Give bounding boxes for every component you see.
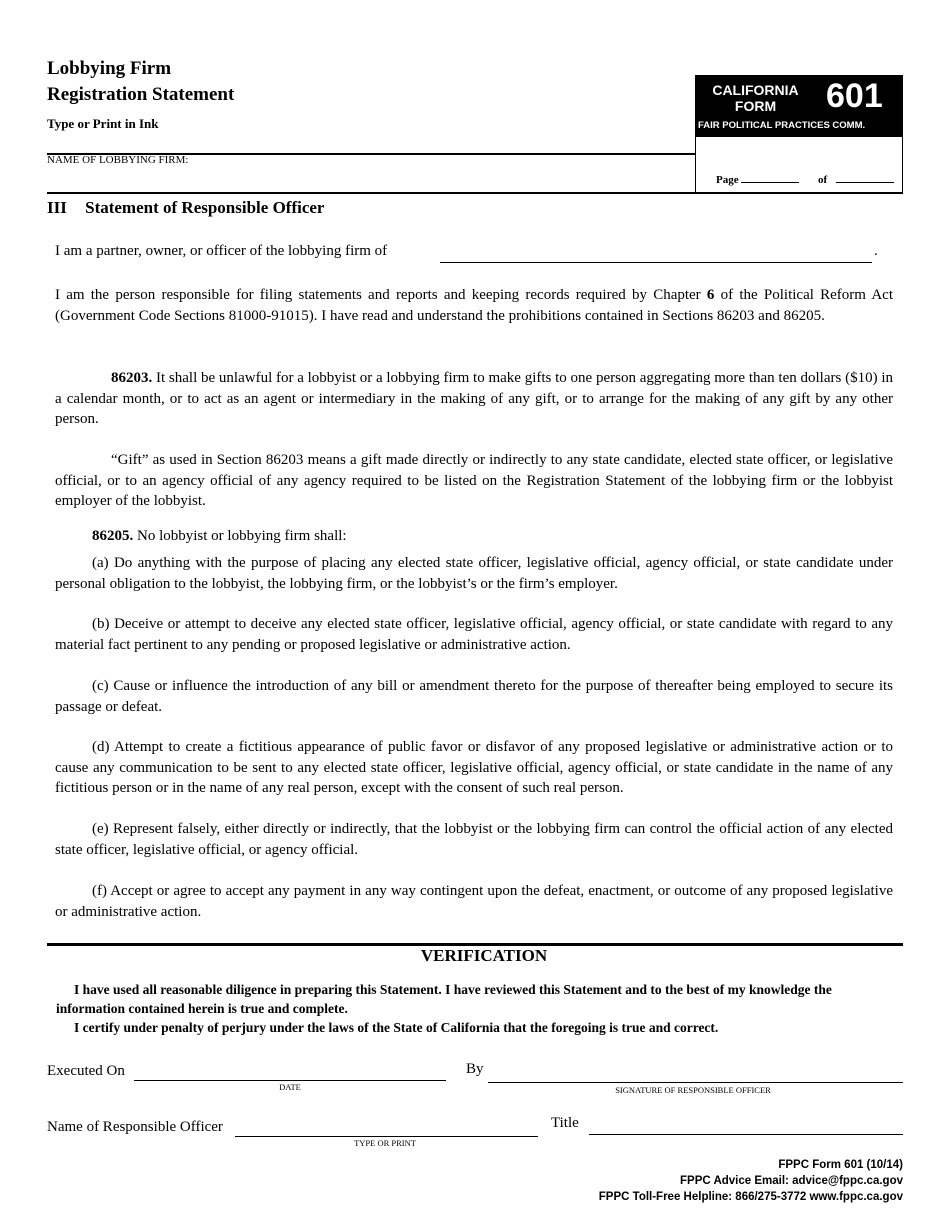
officer-name-input[interactable]: [235, 1136, 538, 1137]
ink-instruction: Type or Print in Ink: [47, 116, 159, 131]
verification-statement-2: I certify under penalty of perjury under the laws of the State of California that the foregoing is true and correct.: [74, 1020, 719, 1035]
agency-name: FAIR POLITICAL PRACTICES COMM.: [698, 120, 866, 131]
prohibition-e: (e) Represent falsely, either directly or indirectly, that the lobbyist or the lobbying firm can control the official action of any elected state officer, legislative official, or agency official.: [55, 821, 893, 858]
firm-intro-text: I am a partner, owner, or officer of the lobbying firm of: [55, 243, 388, 259]
helpline: FPPC Toll-Free Helpline: 866/275-3772 www.fppc.ca.gov: [598, 1191, 903, 1203]
signature-input[interactable]: [488, 1082, 903, 1083]
executed-date-input[interactable]: [134, 1080, 446, 1081]
verification-title: VERIFICATION: [420, 946, 548, 965]
officer-name-label: Name of Responsible Officer: [47, 1119, 223, 1135]
firm-period: .: [874, 243, 878, 259]
officer-title-input[interactable]: [589, 1134, 903, 1135]
verification-statement-1: I have used all reasonable diligence in preparing this Statement. I have reviewed this Statement and to the best of my knowledge the information contained herein is true and complete.: [56, 982, 832, 1016]
section-86205-number: 86205.: [92, 528, 134, 544]
section-86203-paragraph: 86203. It shall be unlawful for a lobbyist or a lobbying firm to make gifts to one person aggregating more than ten dollars ($10) in a calendar month, or to act as an agent or intermediary in the making of any gift, or to arrange for the making of any gift by any other person.: [55, 370, 893, 428]
page-input[interactable]: [741, 172, 799, 183]
firm-name-label: NAME OF LOBBYING FIRM:: [47, 154, 189, 166]
state-label: CALIFORNIA: [712, 82, 799, 98]
advice-email: FPPC Advice Email: advice@fppc.ca.gov: [680, 1175, 903, 1187]
page-label: Page: [716, 174, 739, 186]
prohibition-a: (a) Do anything with the purpose of placing any elected state officer, legislative official, agency official, or state candidate under personal obligation to the lobbyist, the lobbying firm, or the lobbyist’s or the firm’s employer.: [55, 555, 893, 592]
firm-name-field[interactable]: [47, 168, 693, 192]
form-footer: [599, 1157, 903, 1205]
section-86203-number: 86203.: [111, 370, 153, 386]
title-line-2: Registration Statement: [47, 84, 235, 105]
lobbying-firm-input[interactable]: [440, 262, 872, 263]
responsibility-paragraph: I am the person responsible for filing statements and reports and keeping records required by Chapter 6 of the Political Reform Act (Government Code Sections 81000-91015). I have read and understand the prohibitions contained in Sections 86203 and 86205.: [55, 287, 894, 324]
prohibition-b: (b) Deceive or attempt to deceive any elected state officer, legislative official, agency official, or state candidate with regard to any material fact pertinent to any pending or proposed legislative or administrative action.: [55, 616, 893, 653]
gift-definition-paragraph: “Gift” as used in Section 86203 means a gift made directly or indirectly to any state candidate, elected state officer, or legislative official, or to an agency official of any agency required to be listed on the Registration Statement of the lobbying firm or the lobbyist employer of the lobbyist.: [55, 452, 893, 510]
page-total-input[interactable]: [836, 172, 894, 183]
section-heading: [47, 198, 324, 218]
prohibition-d: (d) Attempt to create a fictitious appearance of public favor or disfavor of any proposed legislative or administrative action or to cause any communication to be sent to any elected state officer, legislative official, agency official, or state candidate in the name of any fictitious person or in the name of any real person, except with the consent of such real person.: [55, 739, 893, 797]
section-top-rule: [47, 192, 903, 194]
section-title: Statement of Responsible Officer: [85, 198, 325, 217]
date-caption: DATE: [279, 1082, 301, 1092]
form-title: [47, 56, 234, 108]
section-number: III: [47, 198, 67, 217]
form-number: 601: [826, 77, 883, 115]
form-word: FORM: [734, 98, 777, 114]
prohibition-f: (f) Accept or agree to accept any payment in any way contingent upon the defeat, enactment, or outcome of any proposed legislative or administrative action.: [55, 883, 893, 920]
form-badge: [696, 76, 902, 137]
executed-on-label: Executed On: [47, 1063, 125, 1079]
by-label: By: [466, 1061, 484, 1077]
form-number-box: [695, 75, 903, 193]
type-print-caption: TYPE OR PRINT: [354, 1138, 416, 1148]
chapter-number: 6: [706, 287, 715, 303]
title-label: Title: [551, 1115, 579, 1131]
page-field[interactable]: [716, 172, 799, 186]
of-label: of: [818, 174, 828, 186]
form-id: FPPC Form 601 (10/14): [778, 1159, 903, 1171]
title-line-1: Lobbying Firm: [47, 58, 172, 79]
section-86205-intro: 86205. No lobbyist or lobbying firm shall:: [92, 528, 347, 544]
signature-caption: SIGNATURE OF RESPONSIBLE OFFICER: [615, 1085, 771, 1095]
page-of-field[interactable]: [818, 172, 894, 186]
prohibition-c: (c) Cause or influence the introduction of any bill or amendment thereto for the purpose of thereafter being employed to secure its passage or defeat.: [55, 678, 893, 715]
